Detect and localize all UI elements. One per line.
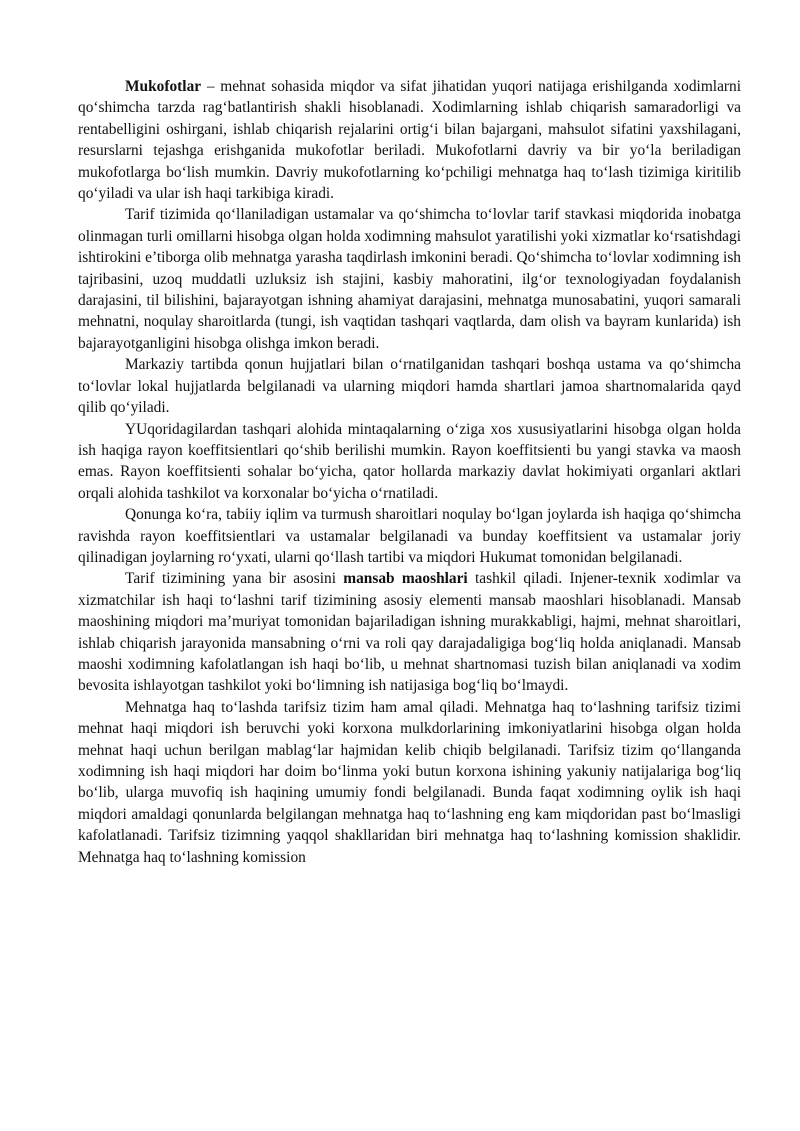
- term-mansab-maoshlari: mansab maoshlari: [343, 570, 468, 588]
- paragraph-tarif-ustamalar: Tarif tizimida qo‘llaniladigan ustamalar va qo‘shimcha to‘lovlar tarif stavkasi miqdorida inobatga olinmagan turli omillarni hisobga olgan holda xodimning mahsulot yaratilishi yoki xizmatlar ko‘rsatishdagi ishtirokini e’tiborga olib mehnatga yarasha taqdirlash imkonini beradi. Qo‘shimcha to‘lovlar xodimning ish tajribasini, uzoq muddatli uzluksiz ish stajini, kasbiy mahoratini, ilg‘or texnologiyadan foydalanish darajasini, til bilishini, bajarayotgan ishning ahamiyat darajasini, mehnatga munosabatini, yuqori samarali mehnatni, noqulay sharoitlarda (tungi, ish vaqtidan tashqari vaqtlarda, dam olish va bayram kunlarida) ish bajarayotganligini hisobga olishga imkon beradi.: [78, 206, 741, 352]
- paragraph-noqulay-joylar: Qonunga ko‘ra, tabiiy iqlim va turmush sharoitlari noqulay bo‘lgan joylarda ish haqiga qo‘shimcha ravishda rayon koeffitsientlari va ustamalar belgilanadi va bunday koeffitsient va ustamalar joriy qilinadigan joylarning ro‘yxati, ularni qo‘llash tartibi va miqdori Hukumat tomonidan belgilanadi.: [78, 506, 741, 566]
- paragraph-tarifsiz-tizim: Mehnatga haq to‘lashda tarifsiz tizim ham amal qiladi. Mehnatga haq to‘lashning tarifsiz tizimi mehnat haqi miqdori ish beruvchi yoki korxona mulkdorlarining imkoniyatlarini hisobga olgan holda mehnat haqi uchun berilgan mablag‘lar hajmidan kelib chiqib belgilanadi. Tarifsiz tizim qo‘llanganda xodimning ish haqi miqdori har doim bo‘linma yoki butun korxona ishining yakuniy natijalariga bog‘liq bo‘lib, ularga muvofiq ish haqining umumiy fondi belgilanadi. Bunda faqat xodimning oylik ish haqi miqdori amaldagi qonunlarda belgilangan mehnatga haq to‘lashning eng kam miqdoridan past bo‘lmasligi kafolatlanadi. Tarifsiz tizimning yaqqol shakllaridan biri mehnatga haq to‘lashning komission shaklidir. Mehnatga haq to‘lashning komission: [78, 698, 741, 866]
- term-mukofotlar: Mukofotlar: [125, 78, 202, 95]
- paragraph-rayon-koeffitsientlari: YUqoridagilardan tashqari alohida mintaqalarning o‘ziga xos xususiyatlarini hisobga olgan holda ish haqiga rayon koeffitsientlari qo‘shib berilishi mumkin. Rayon koeffitsienti bu yangi stavka va maosh emas. Rayon koeffitsienti sohalar bo‘yicha, qator hollarda markaziy davlat hokimiyati organlari aktlari orqali alohida tashkilot va korxonalar bo‘yicha o‘rnatiladi.: [78, 420, 741, 502]
- document-page: [78, 76, 741, 868]
- paragraph-mansab-maoshlari: [78, 568, 741, 696]
- paragraph-mukofotlar: [78, 76, 741, 204]
- paragraph-text-before: Tarif tizimining yana bir asosini: [125, 570, 344, 588]
- paragraph-lokal-hujjatlar: Markaziy tartibda qonun hujjatlari bilan o‘rnatilganidan tashqari boshqa ustama va qo‘shimcha to‘lovlar lokal hujjatlarda belgilanadi va ularning miqdori hamda shartlari jamoa shartnomalarida qayd qilib qo‘yiladi.: [78, 356, 741, 417]
- paragraph-text: – mehnat sohasida miqdor va sifat jihatidan yuqori natijaga erishilganda xodimlarni qo‘shimcha tarzda rag‘batlantirish shakli hisoblanadi. Xodimlarning ishlab chiqarish samaradorligi va rentabelligini oshirgani, ishlab chiqarish rejalarini ortig‘i bilan bajargani, mahsulot sifatini yaxshilagani, resurslarni tejashga erishganida mukofotlar beriladi. Mukofotlarni davriy va bir yo‘la beriladigan mukofotlarga bo‘lish mumkin. Davriy mukofotlarning ko‘pchiligi mehnatga haq to‘lash tizimiga kiritilib qo‘yiladi va ular ish haqi tarkibiga kiradi.: [78, 78, 741, 203]
- paragraph-text-after: tashkil qiladi. Injener-texnik xodimlar va xizmatchilar ish haqi to‘lashni tarif tizimining asosiy elementi mansab maoshlari hisoblanadi. Mansab maoshining miqdori ma’muriyat tomonidan bajariladigan ishning murakkabligi, hajmi, mehnat sharoitlari, ishlab chiqarish jarayonida mansabning o‘rni va roli qay darajadaligiga bog‘liq holda aniqlanadi. Mansab maoshi xodimning kafolatlangan ish haqi bo‘lib, u mehnat shartnomasi tuzish bilan aniqlanadi va xodim bevosita ishlayotgan tashkilot yoki bo‘limning ish natijasiga bog‘liq bo‘lmaydi.: [78, 570, 742, 695]
